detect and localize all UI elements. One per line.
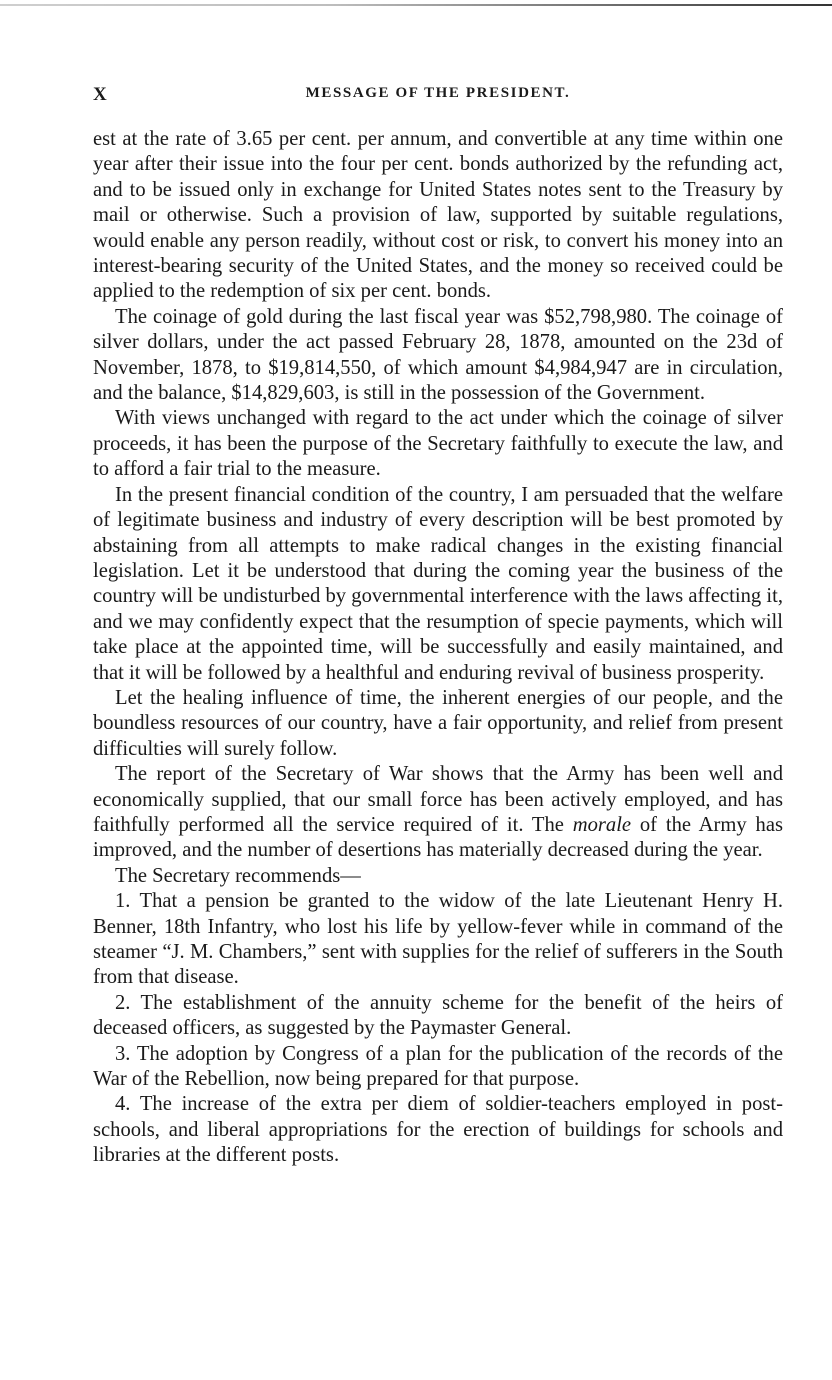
paragraph-continued: est at the rate of 3.65 per cent. per annum, and convertible at any time within one year after their issue into the four per cent. bonds authorized by the refunding act, and to be issued only in exchange for United States notes sent to the Treasury by mail or otherwise. Such a provision of law, supported by suitable regulations, would enable any person readily, without cost or risk, to convert his money into an interest-bearing security of the United States, and the money so received could be applied to the redemption of six per cent. bonds. [93, 128, 783, 303]
war-report-text-end: of the Army has improved, and the number of desertions has materially decreased during the year. [93, 813, 783, 862]
page-number: X [93, 84, 108, 105]
recommendation-item-2: 2. The establishment of the annuity scheme for the benefit of the heirs of deceased officers, as suggested by the Paymaster General. [93, 991, 783, 1040]
page-header [93, 84, 783, 108]
war-report-text-start: The report of the Secretary of War shows that the Army has been well and economically supplied, that our small force has been actively employed, and has faithfully performed all the service required of it. The [93, 763, 783, 836]
paragraph-healing-influence: Let the healing influence of time, the inherent energies of our people, and the boundless resources of our country, have a fair opportunity, and relief from present difficulties will surely follow. [93, 686, 783, 760]
body-text [93, 127, 783, 1169]
paragraph-financial-condition: In the present financial condition of the country, I am persuaded that the welfare of legitimate business and industry of every description will be best promoted by abstaining from all attempts to make radical changes in the existing financial legislation. Let it be understood that during the coming year the business of the country will be undisturbed by governmental interference with the laws affecting it, and we may confidently expect that the resumption of specie payments, which will take place at the appointed time, will be successfully and easily maintained, and that it will be followed by a healthful and enduring revival of business prosperity. [93, 483, 783, 684]
recommendation-item-3: 3. The adoption by Congress of a plan for the publication of the records of the War of the Rebellion, now being prepared for that purpose. [93, 1042, 783, 1091]
paragraph-silver-coinage: With views unchanged with regard to the act under which the coinage of silver proceeds, it has been the purpose of the Secretary faithfully to execute the law, and to afford a fair trial to the measure. [93, 407, 783, 481]
recommendation-item-1: 1. That a pension be granted to the widow of the late Lieutenant Henry H. Benner, 18th Infantry, who lost his life by yellow-fever while in command of the steamer “J. M. Chambers,” sent with supplies for the relief of sufferers in the South from that disease. [93, 890, 783, 989]
war-report-italic-word: morale [572, 813, 632, 836]
recommendation-item-4: 4. The increase of the extra per diem of soldier-teachers employed in post-schools, and liberal appropriations for the erection of buildings for schools and libraries at the different posts. [93, 1093, 783, 1167]
paragraph-coinage: The coinage of gold during the last fiscal year was $52,798,980. The coinage of silver dollars, under the act passed February 28, 1878, amounted on the 23d of November, 1878, to $19,814,550, of which amount $4,984,947 are in circulation, and the balance, $14,829,603, is still in the possession of the Government. [93, 305, 783, 405]
running-title: MESSAGE OF THE PRESIDENT. [305, 85, 571, 101]
paragraph-recommendations-intro: The Secretary recommends— [115, 864, 361, 887]
paragraph-secretary-of-war [93, 762, 783, 864]
top-edge-rule [0, 4, 832, 6]
